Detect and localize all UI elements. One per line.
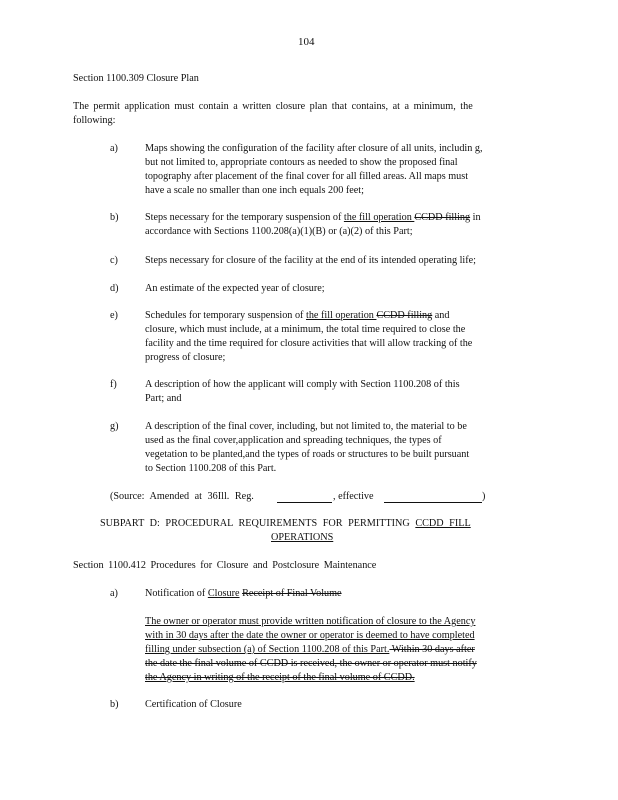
- item-e-line-1: [145, 309, 449, 323]
- subsection-a-body-line: with in 30 days after the date the owner or operator is deemed to have completed: [145, 630, 475, 641]
- source-note-prefix: (Source: Amended at 36Ill. Reg.: [110, 491, 254, 502]
- item-b-line-2: accordance with Sections 1100.208(a)(1)(B) or (a)(2) of this Part;: [145, 226, 413, 237]
- subpart-heading-line-1: [100, 517, 471, 531]
- subpart-heading-text: SUBPART D: PROCEDURAL REQUIREMENTS FOR PERMITTING: [100, 518, 416, 529]
- item-b-deleted-text: CCDD filling: [414, 212, 471, 223]
- subsection-a-body-line: the date the final volume of CCDD is received, the owner or operator must notify: [145, 658, 477, 669]
- subsection-a-title-text: Notification of: [145, 588, 208, 599]
- item-a-line: topography after placement of the final cover for all filled areas. All maps must: [145, 171, 469, 182]
- source-blank-2: [384, 502, 482, 503]
- item-d-text: An estimate of the expected year of closure;: [145, 283, 325, 294]
- item-g-line: to Section 1100.208 of this Part.: [145, 463, 277, 474]
- item-g-line: used as the final cover,application and spreading techniques, the types of: [145, 435, 442, 446]
- item-d-letter: d): [110, 283, 119, 294]
- subsection-a-body-line: The owner or operator must provide written notification of closure to the Agency: [145, 616, 476, 627]
- item-a-line: Maps showing the configuration of the facility after closure of all units, includin g,: [145, 143, 483, 154]
- subsection-a-body-line-3: [145, 643, 475, 657]
- source-note-mid: , effective: [333, 491, 374, 502]
- item-c-letter: c): [110, 255, 118, 266]
- page-number: 104: [298, 36, 315, 48]
- source-note-end: ): [482, 491, 486, 502]
- item-e-letter: e): [110, 310, 118, 321]
- subpart-heading-line-2: OPERATIONS: [271, 532, 334, 543]
- item-e-deleted-text: CCDD filling: [376, 310, 433, 321]
- subsection-b-title: Certification of Closure: [145, 699, 242, 710]
- intro-line-2: following:: [73, 115, 116, 126]
- item-c-text: Steps necessary for closure of the facility at the end of its intended operating life;: [145, 255, 476, 266]
- subsection-b-letter: b): [110, 699, 119, 710]
- item-g-line: vegetation to be planted,and the types of roads or structures to be built pursuant: [145, 449, 470, 460]
- source-blank-1: [277, 502, 332, 503]
- subpart-heading-inserted: CCDD FILL: [415, 518, 471, 529]
- subsection-a-body-deleted: Within 30 days after: [389, 644, 475, 655]
- item-b-text-end: in: [470, 212, 481, 223]
- item-b-line-1: [145, 211, 481, 225]
- item-e-line-3: facility and the time required for closure activities that will allow tracking of the: [145, 338, 473, 349]
- intro-line-1: The permit application must contain a written closure plan that contains, at a minimum, the: [73, 101, 473, 112]
- item-f-line: Part; and: [145, 393, 182, 404]
- subsection-a-title-inserted: Closure: [207, 588, 240, 599]
- item-f-letter: f): [110, 379, 117, 390]
- item-e-text-end: and: [432, 310, 450, 321]
- item-e-line-4: progress of closure;: [145, 352, 226, 363]
- item-g-letter: g): [110, 421, 119, 432]
- subsection-a-title-deleted: Receipt of Final Volume: [242, 588, 342, 599]
- item-b-letter: b): [110, 212, 119, 223]
- section-1100-412-heading: Section 1100.412 Procedures for Closure and Postclosure Maintenance: [73, 560, 377, 571]
- section-1100-309-heading: Section 1100.309 Closure Plan: [73, 73, 199, 84]
- item-f-line: A description of how the applicant will comply with Section 1100.208 of this: [145, 379, 460, 390]
- item-b-text: Steps necessary for the temporary suspension of: [145, 212, 344, 223]
- subsection-a-title: [145, 587, 342, 601]
- item-b-inserted-text: the fill operation: [343, 212, 415, 223]
- item-g-line: A description of the final cover, including, but not limited to, the material to be: [145, 421, 467, 432]
- item-a-letter: a): [110, 143, 118, 154]
- item-a-line: have a scale no smaller than one inch equals 200 feet;: [145, 185, 364, 196]
- subsection-a-letter: a): [110, 588, 118, 599]
- item-a-line: but not limited to, appropriate contours as needed to show the proposed final: [145, 157, 458, 168]
- item-e-inserted-text: the fill operation: [306, 310, 377, 321]
- subsection-a-body-line: the Agency in writing of the receipt of the final volume of CCDD.: [145, 672, 415, 683]
- item-e-line-2: closure, which must include, at a minimum, the total time required to close the: [145, 324, 466, 335]
- subsection-a-body-inserted: filling under subsection (a) of Section 1100.208 of this Part.: [145, 644, 390, 655]
- item-e-text: Schedules for temporary suspension of: [145, 310, 306, 321]
